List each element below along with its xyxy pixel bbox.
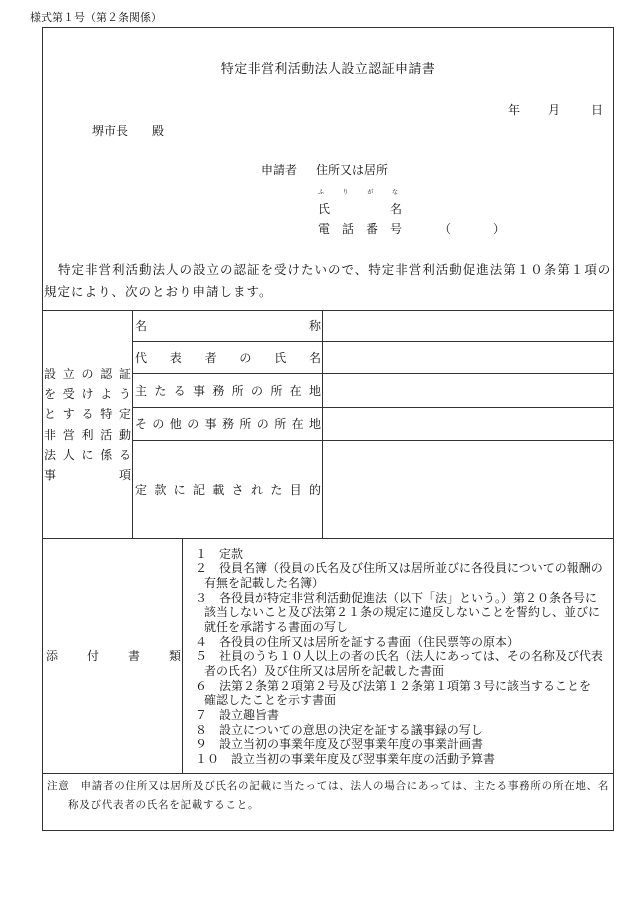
item-text: 各役員の住所又は居所を証する書面（住民票等の原本） [219,634,520,649]
attachment-list [183,539,613,773]
item-number: １ [195,546,208,561]
item-number: ７ [195,707,208,722]
item-text: 社員のうち１０人以上の者の氏名（法人にあっては、その名称及び代表 [219,649,603,664]
section-label-line: を受けよう [44,387,131,402]
statement-line: 特定非営利活動法人の設立の認証を受けたいので、特定非営利活動促進法第１０条第１項の [58,262,612,277]
table-row-purpose [133,441,613,538]
field-label-main-office: 主たる事務所の所在地 [135,383,321,398]
item-first-line [195,561,613,576]
note-section [43,773,613,830]
note-continuation-line: 称及び代表者の氏名を記載すること。 [68,798,260,811]
table-row-corporation-name [133,311,613,342]
field-value-other-offices [323,408,613,440]
attachment-item-10 [195,752,613,767]
application-statement [44,259,612,303]
field-value-representative-name [323,342,613,373]
field-value-purpose [323,441,613,538]
attachment-item-3 [195,591,613,635]
item-number: ２ [195,561,208,576]
field-label-representative-name: 代表者の氏名 [135,350,321,365]
applicant-address-label: 住所又は居所 [316,163,389,177]
item-continuation-line: 者の氏名）及び住所又は居所を記載した書面 [204,663,445,678]
attachment-item-4 [195,635,613,650]
phone-paren-close: ） [493,222,506,236]
item-text: 法第２条第２項第２号及び法第１２条第１項第３号に該当することを [219,678,592,693]
item-number: ８ [195,722,208,737]
item-first-line [195,708,613,723]
table-row-representative-name [133,342,613,374]
section-label-line: 設立の認証 [44,366,131,381]
section-label-line: とする特定 [44,407,131,422]
item-number: ４ [195,634,208,649]
item-first-line [195,591,613,606]
item-first-line [195,547,613,562]
addressee: 堺市長 殿 [92,124,165,138]
field-value-main-office [323,374,613,407]
statement-line: 規定により、次のとおり申請します。 [44,284,273,299]
phone-paren-open: （ [439,222,452,236]
item-number: ５ [195,649,208,664]
attachment-item-1 [195,547,613,562]
field-label-corporation-name: 名称 [135,319,321,333]
attachment-item-9 [195,737,613,752]
item-number: １０ [195,751,220,766]
item-text: 定款 [219,546,244,561]
item-first-line [195,679,613,694]
applicant-label: 申請者 [261,163,298,177]
item-text: 設立趣旨書 [219,707,280,722]
date-month-label: 月 [548,103,561,117]
item-continuation-line: 確認したことを示す書面 [204,693,337,708]
field-value-corporation-name [323,311,613,341]
field-label-purpose: 定款に記載された目的 [135,482,321,497]
item-continuation-line: 有無を記載した名簿） [204,576,325,590]
item-number: ３ [195,590,208,605]
item-continuation-line: 就任を承諾する書面の写し [204,619,349,634]
attachment-item-8 [195,723,613,738]
form-frame [42,27,614,831]
item-continuation-line: 該当しないこと及び法第２１条の規定に違反しないことを誓約し、並びに [204,605,601,620]
item-first-line [195,752,613,767]
item-text: 設立当初の事業年度及び翌事業年度の事業計画書 [219,737,484,752]
applicant-phone-label: 電話番号 [318,222,402,236]
table-row-other-offices [133,408,613,441]
attachment-item-2 [195,561,613,590]
field-label-cell [133,441,323,538]
date-day-label: 日 [591,103,604,117]
note-first-line [47,777,613,796]
attachments-section [43,538,613,773]
furigana-label: ふりがな [318,189,398,196]
item-first-line [195,635,613,650]
item-text: 設立についての意思の決定を証する議事録の写し [219,722,483,737]
item-first-line [195,723,613,738]
section-label-line: 非営利活動 [44,427,131,442]
item-first-line [195,737,613,752]
corporation-section-label [43,311,133,538]
table-row-main-office [133,374,613,408]
attachment-item-5 [195,649,613,678]
field-label-cell [133,408,323,440]
attachment-item-6 [195,679,613,708]
form-title: 特定非営利活動法人設立認証申請書 [220,62,436,77]
field-label-cell [133,342,323,373]
section-label-line: 事項 [44,467,131,482]
section-label-line: 法人に係る [44,447,131,462]
note-text: 申請者の住所又は居所及び氏名の記載に当たっては、法人の場合にあっては、主たる事務所の所在地、名 [80,779,610,792]
item-text: 各役員が特定非営利活動促進法（以下「法」という。）第２０条各号に [219,590,598,605]
date-year-label: 年 [508,103,521,117]
attachment-item-7 [195,708,613,723]
corporation-details-table [43,310,613,538]
item-text: 設立当初の事業年度及び翌事業年度の活動予算書 [231,751,496,766]
item-text: 役員名簿（役員の氏名及び住所又は居所並びに各役員についての報酬の [219,561,603,576]
item-first-line [195,649,613,664]
item-number: ９ [195,737,208,752]
note-label: 注意 [47,779,70,792]
item-number: ６ [195,678,208,693]
attachments-label-cell [43,539,183,773]
field-label-other-offices: その他の事務所の所在地 [135,417,321,431]
field-label-cell [133,374,323,407]
field-label-cell [133,311,323,341]
applicant-name-label: 氏名 [318,202,402,216]
attachments-label: 添付書類 [46,649,181,663]
form-number: 様式第１号（第２条関係） [30,11,162,24]
